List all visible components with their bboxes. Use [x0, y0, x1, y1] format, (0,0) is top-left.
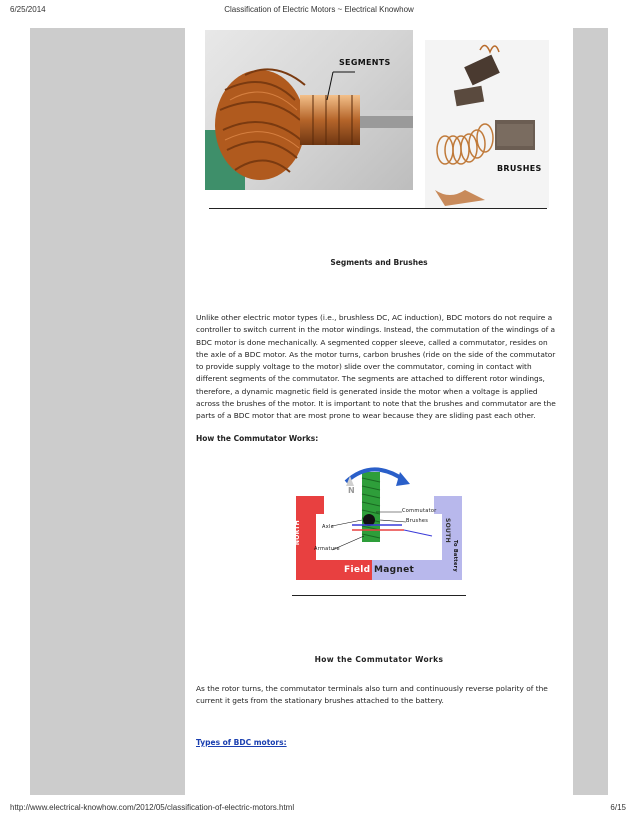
brushes-label: BRUSHES: [497, 164, 542, 173]
armature-label: Armature: [314, 546, 340, 552]
armature-illustration: [205, 30, 413, 190]
south-label: SOUTH: [444, 518, 451, 543]
magnet-label: Magnet: [374, 565, 415, 575]
types-bdc-link[interactable]: Types of BDC motors:: [196, 738, 287, 747]
n-label: N: [348, 486, 355, 495]
north-label: NORTH: [294, 520, 301, 546]
figure-rule: [209, 208, 547, 209]
print-title: Classification of Electric Motors ~ Electrical Knowhow: [224, 5, 414, 14]
figure2-rule: [292, 595, 466, 596]
brushes-photo: [425, 40, 549, 208]
armature-photo: [205, 30, 413, 190]
segments-label: SEGMENTS: [339, 58, 391, 67]
segments-brushes-figure: [205, 30, 549, 210]
print-page-number: 6/15: [610, 803, 626, 812]
brushes-illustration: [425, 40, 549, 208]
axle-label: Axle: [322, 524, 335, 530]
heading-commutator: How the Commutator Works:: [196, 434, 319, 443]
commutator-diagram: [292, 460, 466, 596]
brushes-diagram-label: Brushes: [406, 518, 429, 524]
commutator-label: Commutator: [402, 508, 437, 514]
figure2-caption: How the Commutator Works: [314, 655, 444, 664]
print-url: http://www.electrical-knowhow.com/2012/05/classification-of-electric-motors.html: [10, 803, 295, 812]
figure1-caption: Segments and Brushes: [330, 258, 428, 267]
article-content: [185, 28, 573, 795]
battery-label: To Battery: [452, 540, 458, 573]
field-label: Field: [344, 565, 371, 575]
paragraph-bdc-intro: Unlike other electric motor types (i.e., brushless DC, AC induction), BDC motors do not require a controller to switch current in the motor windings. Instead, the commutation of the windings of a BDC motor is done mechanically. A segmented copper sleeve, called a commutator, resides on the axle of a BDC motor. As the motor turns, carbon brushes (ride on the side of the commutator to provide supply voltage to the motor) slide over the commutator, coming in contact with different segments of the commutator. The segments are attached to different rotor windings, therefore, a dynamic magnetic field is generated inside the motor when a voltage is applied across the brushes of the motor. It is important to note that the brushes and commutator are the parts of a BDC motor that are most prone to wear because they are sliding past each other.: [196, 313, 556, 421]
paragraph-commutator: As the rotor turns, the commutator terminals also turn and continuously reverse polarity of the current it gets from the stationary brushes attached to the battery.: [196, 684, 548, 706]
print-date: 6/25/2014: [10, 5, 46, 14]
print-header: [0, 5, 638, 17]
print-footer: [0, 803, 638, 815]
